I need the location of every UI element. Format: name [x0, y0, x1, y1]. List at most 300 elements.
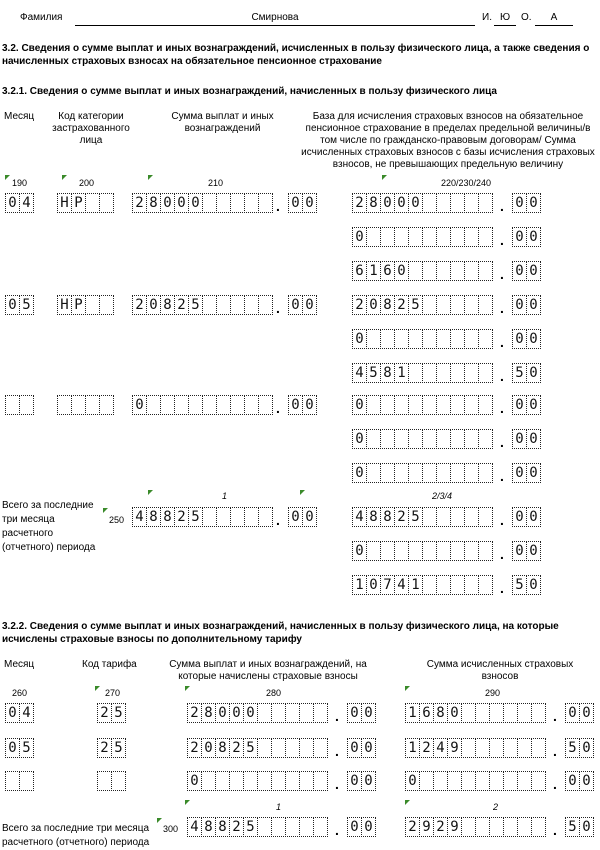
- digit-cell[interactable]: 0: [160, 193, 175, 213]
- digit-cell[interactable]: 0: [366, 295, 381, 315]
- digit-cell[interactable]: [202, 395, 217, 415]
- digit-cell[interactable]: [408, 429, 423, 449]
- digit-cell[interactable]: 5: [408, 295, 423, 315]
- digit-cell[interactable]: [478, 329, 493, 349]
- digit-cell[interactable]: Н: [57, 193, 72, 213]
- digit-cell[interactable]: [461, 738, 476, 758]
- digit-cell[interactable]: [436, 261, 451, 281]
- category-field[interactable]: [57, 193, 113, 213]
- digit-cell[interactable]: [436, 541, 451, 561]
- digit-cell[interactable]: 2: [394, 507, 409, 527]
- digit-cell[interactable]: [216, 193, 231, 213]
- digit-cell[interactable]: 5: [111, 703, 126, 723]
- digit-cell[interactable]: [299, 817, 314, 837]
- digit-cell[interactable]: 8: [146, 507, 161, 527]
- digit-cell[interactable]: [450, 261, 465, 281]
- digit-cell[interactable]: [450, 227, 465, 247]
- digit-cell[interactable]: 0: [512, 429, 527, 449]
- digit-cell[interactable]: [475, 738, 490, 758]
- digit-cell[interactable]: 5: [19, 295, 34, 315]
- digit-cell[interactable]: [517, 771, 532, 791]
- digit-cell[interactable]: 0: [565, 703, 580, 723]
- digit-cell[interactable]: 1: [408, 575, 423, 595]
- digit-cell[interactable]: 8: [146, 193, 161, 213]
- digit-cell[interactable]: 0: [352, 395, 367, 415]
- digit-cell[interactable]: [243, 771, 258, 791]
- digit-cell[interactable]: 0: [229, 703, 244, 723]
- digit-cell[interactable]: [450, 575, 465, 595]
- base-field-1-kopecks[interactable]: [512, 193, 540, 213]
- digit-cell[interactable]: [285, 817, 300, 837]
- digit-cell[interactable]: 0: [447, 703, 462, 723]
- digit-cell[interactable]: 1: [352, 575, 367, 595]
- digit-cell[interactable]: 2: [229, 738, 244, 758]
- digit-cell[interactable]: [419, 771, 434, 791]
- digit-cell[interactable]: [394, 463, 409, 483]
- digit-cell[interactable]: [436, 575, 451, 595]
- digit-cell[interactable]: [99, 395, 114, 415]
- digit-cell[interactable]: [436, 507, 451, 527]
- digit-cell[interactable]: [202, 193, 217, 213]
- digit-cell[interactable]: 0: [215, 703, 230, 723]
- tariff-field[interactable]: [97, 738, 125, 758]
- total-base-field-3-rubles[interactable]: [352, 575, 492, 595]
- digit-cell[interactable]: 0: [512, 395, 527, 415]
- base-field-1-kopecks[interactable]: [512, 295, 540, 315]
- digit-cell[interactable]: 2: [97, 738, 112, 758]
- month-field[interactable]: [5, 703, 33, 723]
- digit-cell[interactable]: 1: [394, 363, 409, 383]
- digit-cell[interactable]: [201, 771, 216, 791]
- digit-cell[interactable]: [478, 395, 493, 415]
- digit-cell[interactable]: [71, 395, 86, 415]
- digit-cell[interactable]: [299, 771, 314, 791]
- digit-cell[interactable]: [216, 295, 231, 315]
- digit-cell[interactable]: 0: [512, 227, 527, 247]
- digit-cell[interactable]: 8: [366, 507, 381, 527]
- digit-cell[interactable]: [422, 463, 437, 483]
- digit-cell[interactable]: 0: [526, 507, 541, 527]
- digit-cell[interactable]: 8: [215, 817, 230, 837]
- month-field[interactable]: [5, 295, 33, 315]
- digit-cell[interactable]: 8: [433, 703, 448, 723]
- digit-cell[interactable]: [258, 193, 273, 213]
- digit-cell[interactable]: [461, 771, 476, 791]
- digit-cell[interactable]: 6: [352, 261, 367, 281]
- digit-cell[interactable]: [436, 193, 451, 213]
- digit-cell[interactable]: 4: [352, 363, 367, 383]
- digit-cell[interactable]: [489, 817, 504, 837]
- digit-cell[interactable]: [464, 193, 479, 213]
- digit-cell[interactable]: 0: [288, 295, 303, 315]
- digit-cell[interactable]: [422, 541, 437, 561]
- digit-cell[interactable]: [257, 771, 272, 791]
- digit-cell[interactable]: [503, 771, 518, 791]
- digit-cell[interactable]: [464, 363, 479, 383]
- digit-cell[interactable]: 2: [419, 738, 434, 758]
- digit-cell[interactable]: [450, 329, 465, 349]
- digit-cell[interactable]: 4: [19, 193, 34, 213]
- digit-cell[interactable]: [450, 507, 465, 527]
- total-contrib-field-kopecks[interactable]: [565, 817, 593, 837]
- digit-cell[interactable]: [478, 429, 493, 449]
- digit-cell[interactable]: [271, 738, 286, 758]
- sum-field-rubles[interactable]: [132, 193, 272, 213]
- digit-cell[interactable]: [478, 363, 493, 383]
- digit-cell[interactable]: [464, 329, 479, 349]
- digit-cell[interactable]: [422, 329, 437, 349]
- total-base-field-1-rubles[interactable]: [352, 507, 492, 527]
- digit-cell[interactable]: [436, 429, 451, 449]
- digit-cell[interactable]: 0: [394, 193, 409, 213]
- digit-cell[interactable]: 4: [132, 507, 147, 527]
- digit-cell[interactable]: 9: [447, 738, 462, 758]
- digit-cell[interactable]: 5: [243, 817, 258, 837]
- digit-cell[interactable]: [380, 227, 395, 247]
- digit-cell[interactable]: [257, 817, 272, 837]
- digit-cell[interactable]: 8: [380, 363, 395, 383]
- digit-cell[interactable]: 9: [419, 817, 434, 837]
- digit-cell[interactable]: [99, 193, 114, 213]
- digit-cell[interactable]: 0: [5, 295, 20, 315]
- digit-cell[interactable]: 0: [5, 193, 20, 213]
- contrib-field-kopecks[interactable]: [565, 771, 593, 791]
- add-sum-field-rubles[interactable]: [187, 771, 327, 791]
- digit-cell[interactable]: [464, 541, 479, 561]
- digit-cell[interactable]: 0: [512, 295, 527, 315]
- digit-cell[interactable]: [258, 295, 273, 315]
- digit-cell[interactable]: [19, 771, 34, 791]
- digit-cell[interactable]: [531, 771, 546, 791]
- digit-cell[interactable]: [503, 703, 518, 723]
- digit-cell[interactable]: [531, 703, 546, 723]
- digit-cell[interactable]: [380, 463, 395, 483]
- contrib-field-rubles[interactable]: [405, 738, 545, 758]
- total-contrib-field-rubles[interactable]: [405, 817, 545, 837]
- digit-cell[interactable]: [216, 395, 231, 415]
- base-field-3-rubles[interactable]: [352, 261, 492, 281]
- base-field-2-kopecks[interactable]: [512, 429, 540, 449]
- contrib-field-rubles[interactable]: [405, 703, 545, 723]
- contrib-field-rubles[interactable]: [405, 771, 545, 791]
- month-field[interactable]: [5, 395, 33, 415]
- digit-cell[interactable]: [517, 817, 532, 837]
- digit-cell[interactable]: 5: [512, 363, 527, 383]
- digit-cell[interactable]: [380, 429, 395, 449]
- digit-cell[interactable]: [450, 295, 465, 315]
- digit-cell[interactable]: [111, 771, 126, 791]
- digit-cell[interactable]: [422, 395, 437, 415]
- digit-cell[interactable]: [202, 295, 217, 315]
- digit-cell[interactable]: [380, 541, 395, 561]
- digit-cell[interactable]: [244, 395, 259, 415]
- digit-cell[interactable]: [531, 817, 546, 837]
- base-field-1-rubles[interactable]: [352, 295, 492, 315]
- digit-cell[interactable]: [313, 771, 328, 791]
- digit-cell[interactable]: [244, 507, 259, 527]
- digit-cell[interactable]: [230, 507, 245, 527]
- digit-cell[interactable]: [464, 463, 479, 483]
- digit-cell[interactable]: 4: [433, 738, 448, 758]
- digit-cell[interactable]: [215, 771, 230, 791]
- digit-cell[interactable]: 0: [5, 703, 20, 723]
- digit-cell[interactable]: [366, 395, 381, 415]
- digit-cell[interactable]: 0: [347, 703, 362, 723]
- digit-cell[interactable]: [229, 771, 244, 791]
- digit-cell[interactable]: 0: [347, 771, 362, 791]
- digit-cell[interactable]: [408, 363, 423, 383]
- total-base-field-2-rubles[interactable]: [352, 541, 492, 561]
- digit-cell[interactable]: [422, 295, 437, 315]
- digit-cell[interactable]: 2: [174, 295, 189, 315]
- month-field[interactable]: [5, 193, 33, 213]
- digit-cell[interactable]: [436, 395, 451, 415]
- digit-cell[interactable]: [478, 227, 493, 247]
- digit-cell[interactable]: [475, 703, 490, 723]
- digit-cell[interactable]: [380, 329, 395, 349]
- digit-cell[interactable]: 5: [188, 295, 203, 315]
- digit-cell[interactable]: 6: [380, 261, 395, 281]
- digit-cell[interactable]: [464, 507, 479, 527]
- digit-cell[interactable]: Р: [71, 193, 86, 213]
- digit-cell[interactable]: 2: [405, 817, 420, 837]
- digit-cell[interactable]: 0: [526, 261, 541, 281]
- digit-cell[interactable]: [366, 463, 381, 483]
- digit-cell[interactable]: 0: [146, 295, 161, 315]
- digit-cell[interactable]: [366, 429, 381, 449]
- digit-cell[interactable]: 0: [526, 363, 541, 383]
- digit-cell[interactable]: 9: [447, 817, 462, 837]
- digit-cell[interactable]: 0: [394, 261, 409, 281]
- digit-cell[interactable]: [450, 541, 465, 561]
- digit-cell[interactable]: [366, 541, 381, 561]
- base-field-3-rubles[interactable]: [352, 363, 492, 383]
- digit-cell[interactable]: [19, 395, 34, 415]
- digit-cell[interactable]: [436, 463, 451, 483]
- digit-cell[interactable]: [436, 363, 451, 383]
- category-field[interactable]: [57, 395, 113, 415]
- sum-field-rubles[interactable]: [132, 395, 272, 415]
- digit-cell[interactable]: [478, 575, 493, 595]
- digit-cell[interactable]: [230, 295, 245, 315]
- digit-cell[interactable]: 8: [201, 703, 216, 723]
- digit-cell[interactable]: [450, 463, 465, 483]
- sum-field-kopecks[interactable]: [288, 395, 316, 415]
- digit-cell[interactable]: [478, 507, 493, 527]
- digit-cell[interactable]: [394, 395, 409, 415]
- digit-cell[interactable]: 0: [132, 395, 147, 415]
- digit-cell[interactable]: 0: [512, 507, 527, 527]
- digit-cell[interactable]: 0: [526, 395, 541, 415]
- total-sum-field-kopecks[interactable]: [288, 507, 316, 527]
- digit-cell[interactable]: [422, 261, 437, 281]
- digit-cell[interactable]: 0: [352, 429, 367, 449]
- digit-cell[interactable]: [489, 738, 504, 758]
- digit-cell[interactable]: 0: [512, 329, 527, 349]
- digit-cell[interactable]: [408, 227, 423, 247]
- digit-cell[interactable]: 5: [19, 738, 34, 758]
- digit-cell[interactable]: [97, 771, 112, 791]
- digit-cell[interactable]: [436, 295, 451, 315]
- digit-cell[interactable]: 0: [352, 329, 367, 349]
- base-field-2-rubles[interactable]: [352, 329, 492, 349]
- digit-cell[interactable]: [478, 261, 493, 281]
- digit-cell[interactable]: 0: [380, 193, 395, 213]
- digit-cell[interactable]: [57, 395, 72, 415]
- digit-cell[interactable]: 0: [352, 541, 367, 561]
- digit-cell[interactable]: 0: [361, 738, 376, 758]
- digit-cell[interactable]: [216, 507, 231, 527]
- digit-cell[interactable]: [394, 429, 409, 449]
- digit-cell[interactable]: 2: [187, 703, 202, 723]
- digit-cell[interactable]: 0: [579, 738, 594, 758]
- digit-cell[interactable]: [271, 771, 286, 791]
- digit-cell[interactable]: [188, 395, 203, 415]
- digit-cell[interactable]: 2: [229, 817, 244, 837]
- digit-cell[interactable]: [408, 395, 423, 415]
- digit-cell[interactable]: [436, 227, 451, 247]
- digit-cell[interactable]: [313, 738, 328, 758]
- digit-cell[interactable]: 8: [215, 738, 230, 758]
- digit-cell[interactable]: 8: [160, 507, 175, 527]
- digit-cell[interactable]: [257, 738, 272, 758]
- base-field-3-kopecks[interactable]: [512, 363, 540, 383]
- digit-cell[interactable]: [408, 329, 423, 349]
- digit-cell[interactable]: [422, 507, 437, 527]
- add-sum-field-rubles[interactable]: [187, 738, 327, 758]
- digit-cell[interactable]: [422, 429, 437, 449]
- digit-cell[interactable]: 4: [187, 817, 202, 837]
- base-field-2-rubles[interactable]: [352, 429, 492, 449]
- digit-cell[interactable]: [489, 771, 504, 791]
- digit-cell[interactable]: 0: [352, 227, 367, 247]
- base-field-2-rubles[interactable]: [352, 227, 492, 247]
- digit-cell[interactable]: 0: [361, 817, 376, 837]
- digit-cell[interactable]: 5: [512, 575, 527, 595]
- digit-cell[interactable]: [422, 363, 437, 383]
- digit-cell[interactable]: [517, 703, 532, 723]
- digit-cell[interactable]: 5: [565, 817, 580, 837]
- digit-cell[interactable]: 0: [243, 703, 258, 723]
- digit-cell[interactable]: 0: [565, 771, 580, 791]
- digit-cell[interactable]: [475, 817, 490, 837]
- middle-initial-value[interactable]: А: [550, 12, 558, 23]
- digit-cell[interactable]: 0: [512, 261, 527, 281]
- digit-cell[interactable]: 4: [352, 507, 367, 527]
- base-field-3-kopecks[interactable]: [512, 261, 540, 281]
- digit-cell[interactable]: 0: [526, 227, 541, 247]
- digit-cell[interactable]: [394, 329, 409, 349]
- add-sum-field-kopecks[interactable]: [347, 738, 375, 758]
- digit-cell[interactable]: [244, 193, 259, 213]
- digit-cell[interactable]: 0: [405, 771, 420, 791]
- digit-cell[interactable]: [433, 771, 448, 791]
- base-field-3-rubles[interactable]: [352, 463, 492, 483]
- digit-cell[interactable]: 2: [187, 738, 202, 758]
- digit-cell[interactable]: [503, 817, 518, 837]
- digit-cell[interactable]: 2: [433, 817, 448, 837]
- digit-cell[interactable]: [464, 261, 479, 281]
- total-add-sum-field-rubles[interactable]: [187, 817, 327, 837]
- digit-cell[interactable]: 8: [160, 295, 175, 315]
- digit-cell[interactable]: 0: [512, 463, 527, 483]
- digit-cell[interactable]: 0: [512, 541, 527, 561]
- sum-field-rubles[interactable]: [132, 295, 272, 315]
- digit-cell[interactable]: 1: [366, 261, 381, 281]
- digit-cell[interactable]: 0: [579, 703, 594, 723]
- digit-cell[interactable]: [461, 703, 476, 723]
- digit-cell[interactable]: [464, 227, 479, 247]
- digit-cell[interactable]: 2: [132, 193, 147, 213]
- digit-cell[interactable]: 0: [188, 193, 203, 213]
- digit-cell[interactable]: 0: [526, 429, 541, 449]
- digit-cell[interactable]: 0: [526, 541, 541, 561]
- digit-cell[interactable]: [394, 541, 409, 561]
- contrib-field-kopecks[interactable]: [565, 738, 593, 758]
- digit-cell[interactable]: 5: [565, 738, 580, 758]
- digit-cell[interactable]: [313, 817, 328, 837]
- digit-cell[interactable]: [366, 329, 381, 349]
- digit-cell[interactable]: [160, 395, 175, 415]
- digit-cell[interactable]: 0: [526, 463, 541, 483]
- digit-cell[interactable]: [244, 295, 259, 315]
- digit-cell[interactable]: [5, 395, 20, 415]
- digit-cell[interactable]: 6: [419, 703, 434, 723]
- surname-value[interactable]: Смирнова: [251, 12, 299, 23]
- total-sum-field-rubles[interactable]: [132, 507, 272, 527]
- digit-cell[interactable]: [531, 738, 546, 758]
- digit-cell[interactable]: [408, 463, 423, 483]
- digit-cell[interactable]: [99, 295, 114, 315]
- digit-cell[interactable]: [408, 261, 423, 281]
- digit-cell[interactable]: [230, 193, 245, 213]
- digit-cell[interactable]: [450, 363, 465, 383]
- digit-cell[interactable]: [464, 429, 479, 449]
- digit-cell[interactable]: 0: [512, 193, 527, 213]
- digit-cell[interactable]: [478, 193, 493, 213]
- digit-cell[interactable]: [464, 295, 479, 315]
- total-base-field-3-kopecks[interactable]: [512, 575, 540, 595]
- digit-cell[interactable]: Н: [57, 295, 72, 315]
- digit-cell[interactable]: 0: [288, 395, 303, 415]
- digit-cell[interactable]: [475, 771, 490, 791]
- digit-cell[interactable]: [450, 429, 465, 449]
- digit-cell[interactable]: [271, 703, 286, 723]
- digit-cell[interactable]: [478, 541, 493, 561]
- base-field-1-kopecks[interactable]: [512, 395, 540, 415]
- digit-cell[interactable]: 0: [361, 703, 376, 723]
- base-field-1-rubles[interactable]: [352, 395, 492, 415]
- category-field[interactable]: [57, 295, 113, 315]
- digit-cell[interactable]: 5: [366, 363, 381, 383]
- add-sum-field-rubles[interactable]: [187, 703, 327, 723]
- digit-cell[interactable]: [285, 771, 300, 791]
- digit-cell[interactable]: [285, 738, 300, 758]
- digit-cell[interactable]: 0: [5, 738, 20, 758]
- digit-cell[interactable]: 2: [97, 703, 112, 723]
- digit-cell[interactable]: [271, 817, 286, 837]
- digit-cell[interactable]: [366, 227, 381, 247]
- digit-cell[interactable]: [258, 507, 273, 527]
- digit-cell[interactable]: [258, 395, 273, 415]
- digit-cell[interactable]: 0: [302, 395, 317, 415]
- digit-cell[interactable]: 2: [352, 193, 367, 213]
- digit-cell[interactable]: 4: [19, 703, 34, 723]
- digit-cell[interactable]: 0: [526, 193, 541, 213]
- digit-cell[interactable]: 0: [579, 817, 594, 837]
- digit-cell[interactable]: 0: [366, 575, 381, 595]
- month-field[interactable]: [5, 738, 33, 758]
